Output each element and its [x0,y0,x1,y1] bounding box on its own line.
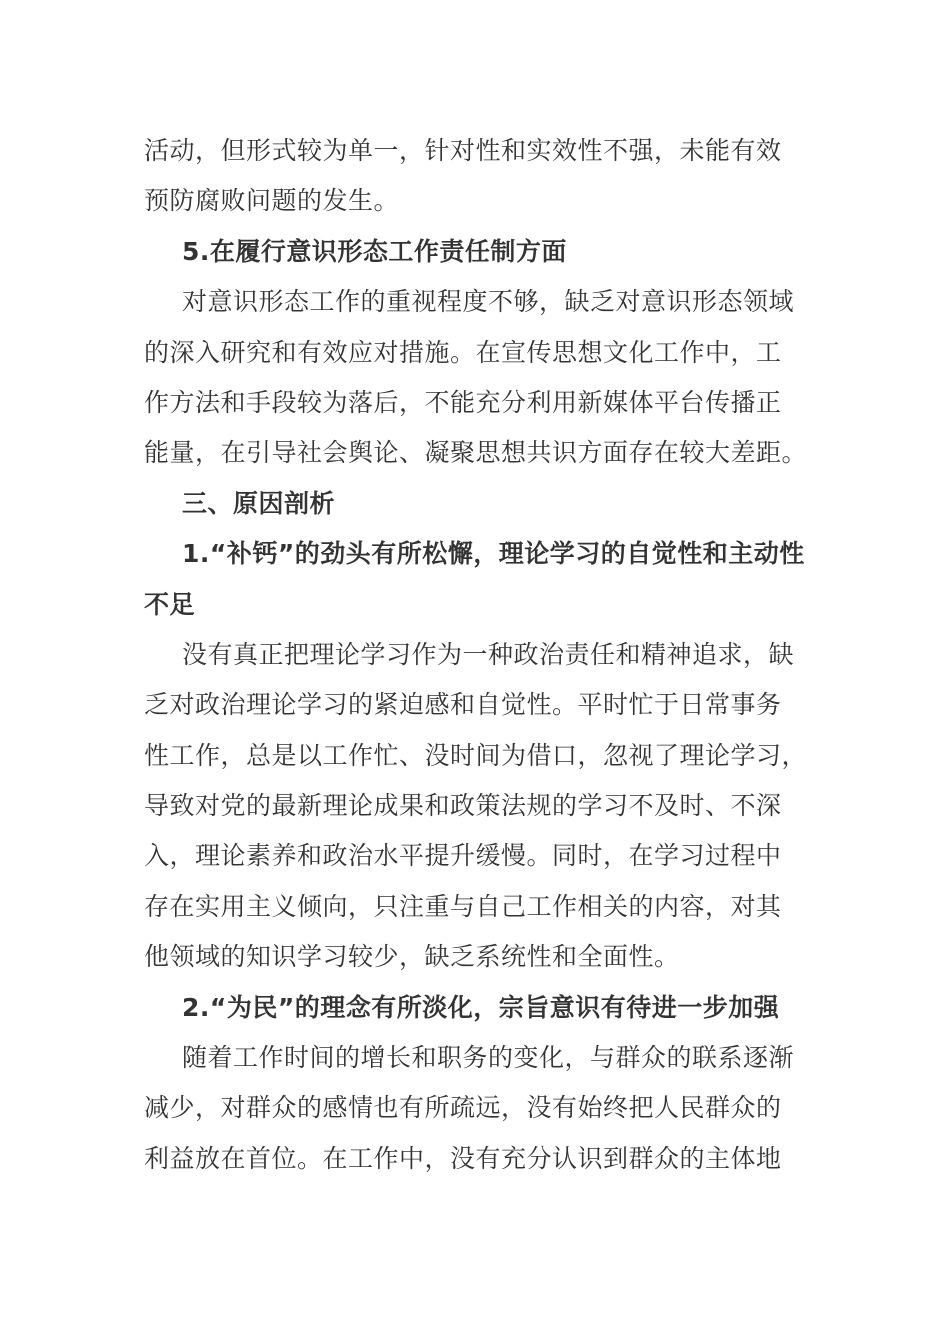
subsection-heading: 2.“为民”的理念有所淡化，宗旨意识有待进一步加强 [182,992,780,1022]
body-line: 活动，但形式较为单一，针对性和实效性不强，未能有效 [144,136,782,165]
paragraph-start: 随着工作时间的增长和职务的变化，与群众的联系逐渐 [182,1043,795,1073]
paragraph-start: 对意识形态工作的重视程度不够，缺乏对意识形态领域 [182,287,795,317]
body-line: 他领域的知识学习较少，缺乏系统性和全面性。 [144,942,680,972]
body-line: 的深入研究和有效应对措施。在宣传思想文化工作中，工 [144,337,782,367]
body-line: 利益放在首位。在工作中，没有充分认识到群众的主体地 [144,1143,782,1173]
body-line: 能量，在引导社会舆论、凝聚思想共识方面存在较大差距。 [144,438,808,468]
body-line: 减少，对群众的感情也有所疏远，没有始终把人民群众的 [144,1093,782,1123]
document-body [144,126,808,1184]
paragraph-start: 没有真正把理论学习作为一种政治责任和精神追求，缺 [182,639,795,669]
body-line: 性工作，总是以工作忙、没时间为借口，忽视了理论学习， [144,740,808,770]
section-heading: 5.在履行意识形态工作责任制方面 [182,236,567,266]
body-line: 入，理论素养和政治水平提升缓慢。同时，在学习过程中 [144,841,782,871]
body-line: 作方法和手段较为落后，不能充分利用新媒体平台传播正 [144,387,782,417]
subsection-heading-continued: 不足 [144,589,196,619]
body-line: 导致对党的最新理论成果和政策法规的学习不及时、不深 [144,791,782,821]
body-line: 预防腐败问题的发生。 [144,186,400,216]
body-line: 存在实用主义倾向，只注重与自己工作相关的内容，对其 [144,891,782,921]
subsection-heading: 1.“补钙”的劲头有所松懈，理论学习的自觉性和主动性 [182,539,805,569]
chapter-heading: 三、原因剖析 [182,488,336,518]
body-line: 乏对政治理论学习的紧迫感和自觉性。平时忙于日常事务 [144,690,782,720]
